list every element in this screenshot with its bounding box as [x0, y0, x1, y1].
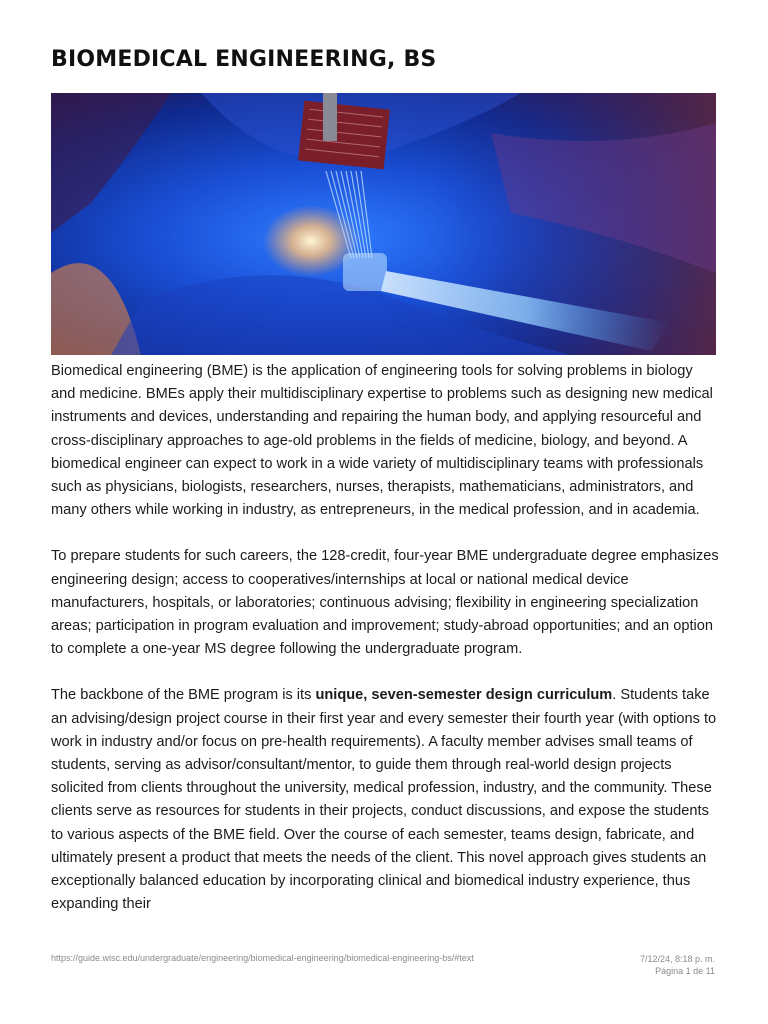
- footer-url: https://guide.wisc.edu/undergraduate/engineering/biomedical-engineering/biomedical-engineering-bs/#text: [51, 953, 474, 963]
- body-text: [51, 360, 719, 939]
- footer-meta: [640, 953, 715, 977]
- footer-page-number: Página 1 de 11: [655, 966, 715, 976]
- paragraph-text: To prepare students for such careers, the 128-credit, four-year BME undergraduate degree emphasizes engineering design; access to cooperatives/internships at local or national medical device manufacturers, hospitals, or laboratories; continuous advising; flexibility in engineering specialization areas; participation in program evaluation and improvement; study-abroad opportunities; and an option to complete a one-year MS degree following the undergraduate program.: [51, 548, 719, 658]
- paragraph: [51, 360, 719, 522]
- footer-datetime: 7/12/24, 8:18 p. m.: [639, 954, 715, 964]
- emphasis-link-text: unique, seven-semester design curriculum: [315, 687, 613, 704]
- hero-photo-illustration: [51, 93, 716, 355]
- hero-image: [51, 93, 716, 355]
- paragraph-text: Biomedical engineering (BME) is the application of engineering tools for solving problems in biology and medicine. BMEs apply their multidisciplinary expertise to problems such as designing new medical instruments and devices, understanding and repairing the human body, and applying resourceful and cross-disciplinary approaches to age-old problems in the fields of medicine, biology, and beyond. A biomedical engineer can expect to work in a wide variety of multidisciplinary teams with professionals such as physicians, biologists, researchers, nurses, therapists, mathematicians, administrators, and many others while working in industry, as entrepreneurs, in the medical profession, and in academia.: [51, 363, 713, 519]
- paragraph-text: The backbone of the BME program is its: [51, 687, 316, 704]
- paragraph-text: . Students take an advising/design project course in their first year and every semester their fourth year (with options to work in industry and/or focus on pre-health requirements). A faculty member advises small teams of students, serving as advisor/consultant/mentor, to guide them through real-world design projects solicited from clients throughout the university, medical profession, industry, and the community. These clients serve as resources for students in their projects, conduct discussions, and expose the students to various aspects of the BME field. Over the course of each semester, teams design, fabricate, and ultimately present a product that meets the needs of the client. This novel approach gives students an exceptionally balanced education by incorporating clinical and biomedical industry experience, thus expanding their: [51, 687, 717, 913]
- page-title: BIOMEDICAL ENGINEERING, BS: [51, 47, 437, 72]
- paragraph: [51, 545, 719, 661]
- paragraph: [51, 684, 719, 916]
